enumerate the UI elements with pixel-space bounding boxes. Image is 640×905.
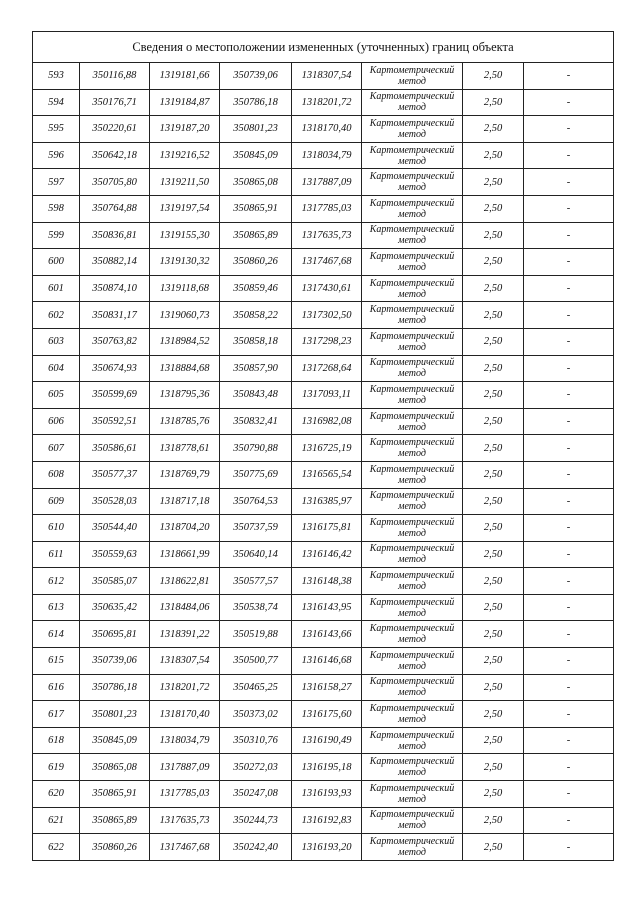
note-cell: - <box>524 568 614 595</box>
note-cell: - <box>524 701 614 728</box>
accuracy-cell: 2,50 <box>463 541 524 568</box>
accuracy-cell: 2,50 <box>463 488 524 515</box>
y-coordinate-new-cell: 1317302,50 <box>292 302 362 329</box>
method-cell: Картометрический метод <box>362 222 463 249</box>
point-number-cell: 607 <box>33 435 80 462</box>
x-coordinate-cell: 350739,06 <box>80 648 150 675</box>
accuracy-cell: 2,50 <box>463 674 524 701</box>
y-coordinate-cell: 1318785,76 <box>150 408 220 435</box>
accuracy-cell: 2,50 <box>463 63 524 90</box>
point-number-cell: 610 <box>33 515 80 542</box>
point-number-cell: 617 <box>33 701 80 728</box>
method-cell: Картометрический метод <box>362 116 463 143</box>
y-coordinate-new-cell: 1316193,20 <box>292 834 362 861</box>
x-coordinate-cell: 350577,37 <box>80 461 150 488</box>
x-coordinate-cell: 350764,88 <box>80 195 150 222</box>
y-coordinate-new-cell: 1316190,49 <box>292 727 362 754</box>
point-number-cell: 621 <box>33 807 80 834</box>
point-number-cell: 603 <box>33 328 80 355</box>
x-coordinate-new-cell: 350832,41 <box>220 408 292 435</box>
x-coordinate-new-cell: 350272,03 <box>220 754 292 781</box>
table-row <box>33 435 614 462</box>
accuracy-cell: 2,50 <box>463 781 524 808</box>
y-coordinate-new-cell: 1316143,66 <box>292 621 362 648</box>
y-coordinate-new-cell: 1316175,60 <box>292 701 362 728</box>
table-row <box>33 807 614 834</box>
note-cell: - <box>524 781 614 808</box>
y-coordinate-new-cell: 1317635,73 <box>292 222 362 249</box>
y-coordinate-cell: 1319216,52 <box>150 142 220 169</box>
y-coordinate-cell: 1318201,72 <box>150 674 220 701</box>
accuracy-cell: 2,50 <box>463 249 524 276</box>
note-cell: - <box>524 89 614 116</box>
x-coordinate-new-cell: 350859,46 <box>220 275 292 302</box>
y-coordinate-new-cell: 1316175,81 <box>292 515 362 542</box>
x-coordinate-new-cell: 350465,25 <box>220 674 292 701</box>
accuracy-cell: 2,50 <box>463 382 524 409</box>
note-cell: - <box>524 302 614 329</box>
y-coordinate-cell: 1318170,40 <box>150 701 220 728</box>
x-coordinate-cell: 350874,10 <box>80 275 150 302</box>
table-row <box>33 142 614 169</box>
y-coordinate-new-cell: 1316385,97 <box>292 488 362 515</box>
x-coordinate-cell: 350845,09 <box>80 727 150 754</box>
y-coordinate-cell: 1318795,36 <box>150 382 220 409</box>
x-coordinate-new-cell: 350242,40 <box>220 834 292 861</box>
y-coordinate-new-cell: 1317298,23 <box>292 328 362 355</box>
y-coordinate-cell: 1318884,68 <box>150 355 220 382</box>
point-number-cell: 618 <box>33 727 80 754</box>
note-cell: - <box>524 461 614 488</box>
table-row <box>33 834 614 861</box>
note-cell: - <box>524 754 614 781</box>
table-row <box>33 515 614 542</box>
point-number-cell: 594 <box>33 89 80 116</box>
y-coordinate-new-cell: 1316192,83 <box>292 807 362 834</box>
x-coordinate-cell: 350705,80 <box>80 169 150 196</box>
method-cell: Картометрический метод <box>362 275 463 302</box>
y-coordinate-cell: 1317785,03 <box>150 781 220 808</box>
x-coordinate-new-cell: 350865,89 <box>220 222 292 249</box>
method-cell: Картометрический метод <box>362 142 463 169</box>
note-cell: - <box>524 541 614 568</box>
x-coordinate-new-cell: 350244,73 <box>220 807 292 834</box>
y-coordinate-new-cell: 1318201,72 <box>292 89 362 116</box>
method-cell: Картометрический метод <box>362 408 463 435</box>
point-number-cell: 611 <box>33 541 80 568</box>
note-cell: - <box>524 328 614 355</box>
y-coordinate-new-cell: 1318307,54 <box>292 63 362 90</box>
method-cell: Картометрический метод <box>362 807 463 834</box>
note-cell: - <box>524 621 614 648</box>
point-number-cell: 597 <box>33 169 80 196</box>
y-coordinate-new-cell: 1316193,93 <box>292 781 362 808</box>
note-cell: - <box>524 408 614 435</box>
accuracy-cell: 2,50 <box>463 621 524 648</box>
point-number-cell: 614 <box>33 621 80 648</box>
y-coordinate-cell: 1318778,61 <box>150 435 220 462</box>
y-coordinate-new-cell: 1317467,68 <box>292 249 362 276</box>
x-coordinate-cell: 350220,61 <box>80 116 150 143</box>
table-row <box>33 674 614 701</box>
accuracy-cell: 2,50 <box>463 834 524 861</box>
accuracy-cell: 2,50 <box>463 807 524 834</box>
x-coordinate-cell: 350836,81 <box>80 222 150 249</box>
table-row <box>33 461 614 488</box>
note-cell: - <box>524 435 614 462</box>
note-cell: - <box>524 594 614 621</box>
x-coordinate-cell: 350786,18 <box>80 674 150 701</box>
x-coordinate-cell: 350695,81 <box>80 621 150 648</box>
y-coordinate-cell: 1319118,68 <box>150 275 220 302</box>
x-coordinate-cell: 350176,71 <box>80 89 150 116</box>
point-number-cell: 604 <box>33 355 80 382</box>
x-coordinate-cell: 350831,17 <box>80 302 150 329</box>
x-coordinate-cell: 350865,89 <box>80 807 150 834</box>
table-header-row <box>33 32 614 63</box>
y-coordinate-new-cell: 1316146,68 <box>292 648 362 675</box>
method-cell: Картометрический метод <box>362 328 463 355</box>
note-cell: - <box>524 169 614 196</box>
y-coordinate-new-cell: 1317093,11 <box>292 382 362 409</box>
method-cell: Картометрический метод <box>362 435 463 462</box>
table-row <box>33 169 614 196</box>
y-coordinate-new-cell: 1316565,54 <box>292 461 362 488</box>
x-coordinate-cell: 350635,42 <box>80 594 150 621</box>
method-cell: Картометрический метод <box>362 461 463 488</box>
method-cell: Картометрический метод <box>362 648 463 675</box>
point-number-cell: 608 <box>33 461 80 488</box>
x-coordinate-new-cell: 350577,57 <box>220 568 292 595</box>
point-number-cell: 593 <box>33 63 80 90</box>
accuracy-cell: 2,50 <box>463 142 524 169</box>
x-coordinate-new-cell: 350247,08 <box>220 781 292 808</box>
point-number-cell: 595 <box>33 116 80 143</box>
y-coordinate-cell: 1318391,22 <box>150 621 220 648</box>
method-cell: Картометрический метод <box>362 89 463 116</box>
accuracy-cell: 2,50 <box>463 515 524 542</box>
y-coordinate-new-cell: 1316143,95 <box>292 594 362 621</box>
note-cell: - <box>524 515 614 542</box>
x-coordinate-cell: 350865,08 <box>80 754 150 781</box>
y-coordinate-cell: 1318661,99 <box>150 541 220 568</box>
point-number-cell: 613 <box>33 594 80 621</box>
accuracy-cell: 2,50 <box>463 302 524 329</box>
point-number-cell: 616 <box>33 674 80 701</box>
point-number-cell: 605 <box>33 382 80 409</box>
point-number-cell: 602 <box>33 302 80 329</box>
table-row <box>33 355 614 382</box>
method-cell: Картометрический метод <box>362 249 463 276</box>
x-coordinate-new-cell: 350790,88 <box>220 435 292 462</box>
x-coordinate-new-cell: 350865,91 <box>220 195 292 222</box>
x-coordinate-new-cell: 350860,26 <box>220 249 292 276</box>
table-row <box>33 754 614 781</box>
point-number-cell: 598 <box>33 195 80 222</box>
table-row <box>33 541 614 568</box>
note-cell: - <box>524 674 614 701</box>
note-cell: - <box>524 727 614 754</box>
note-cell: - <box>524 648 614 675</box>
y-coordinate-new-cell: 1316195,18 <box>292 754 362 781</box>
accuracy-cell: 2,50 <box>463 195 524 222</box>
y-coordinate-new-cell: 1316725,19 <box>292 435 362 462</box>
x-coordinate-new-cell: 350640,14 <box>220 541 292 568</box>
accuracy-cell: 2,50 <box>463 461 524 488</box>
method-cell: Картометрический метод <box>362 541 463 568</box>
y-coordinate-new-cell: 1316148,38 <box>292 568 362 595</box>
table-title: Сведения о местоположении измененных (уточненных) границ объекта <box>33 32 614 63</box>
table-row <box>33 89 614 116</box>
x-coordinate-new-cell: 350737,59 <box>220 515 292 542</box>
table-row <box>33 116 614 143</box>
y-coordinate-cell: 1319130,32 <box>150 249 220 276</box>
method-cell: Картометрический метод <box>362 701 463 728</box>
boundary-coordinates-table <box>32 31 614 861</box>
x-coordinate-cell: 350801,23 <box>80 701 150 728</box>
method-cell: Картометрический метод <box>362 568 463 595</box>
table-row <box>33 195 614 222</box>
table-row <box>33 249 614 276</box>
accuracy-cell: 2,50 <box>463 355 524 382</box>
y-coordinate-cell: 1318307,54 <box>150 648 220 675</box>
table-row <box>33 488 614 515</box>
accuracy-cell: 2,50 <box>463 275 524 302</box>
method-cell: Картометрический метод <box>362 169 463 196</box>
y-coordinate-cell: 1318484,06 <box>150 594 220 621</box>
accuracy-cell: 2,50 <box>463 169 524 196</box>
table-row <box>33 408 614 435</box>
y-coordinate-cell: 1318984,52 <box>150 328 220 355</box>
point-number-cell: 600 <box>33 249 80 276</box>
note-cell: - <box>524 382 614 409</box>
x-coordinate-cell: 350585,07 <box>80 568 150 595</box>
x-coordinate-cell: 350642,18 <box>80 142 150 169</box>
method-cell: Картометрический метод <box>362 515 463 542</box>
note-cell: - <box>524 63 614 90</box>
table-row <box>33 701 614 728</box>
method-cell: Картометрический метод <box>362 674 463 701</box>
table-row <box>33 63 614 90</box>
y-coordinate-cell: 1317887,09 <box>150 754 220 781</box>
point-number-cell: 612 <box>33 568 80 595</box>
y-coordinate-cell: 1318717,18 <box>150 488 220 515</box>
y-coordinate-new-cell: 1316158,27 <box>292 674 362 701</box>
x-coordinate-new-cell: 350858,18 <box>220 328 292 355</box>
point-number-cell: 619 <box>33 754 80 781</box>
table-row <box>33 302 614 329</box>
x-coordinate-new-cell: 350786,18 <box>220 89 292 116</box>
method-cell: Картометрический метод <box>362 355 463 382</box>
x-coordinate-new-cell: 350865,08 <box>220 169 292 196</box>
x-coordinate-cell: 350544,40 <box>80 515 150 542</box>
accuracy-cell: 2,50 <box>463 568 524 595</box>
note-cell: - <box>524 195 614 222</box>
table-body <box>33 63 614 861</box>
point-number-cell: 596 <box>33 142 80 169</box>
table-row <box>33 594 614 621</box>
x-coordinate-new-cell: 350858,22 <box>220 302 292 329</box>
method-cell: Картометрический метод <box>362 834 463 861</box>
note-cell: - <box>524 488 614 515</box>
document-page <box>32 31 613 861</box>
method-cell: Картометрический метод <box>362 63 463 90</box>
x-coordinate-cell: 350882,14 <box>80 249 150 276</box>
accuracy-cell: 2,50 <box>463 222 524 249</box>
y-coordinate-cell: 1319155,30 <box>150 222 220 249</box>
y-coordinate-cell: 1319197,54 <box>150 195 220 222</box>
method-cell: Картометрический метод <box>362 781 463 808</box>
note-cell: - <box>524 807 614 834</box>
note-cell: - <box>524 355 614 382</box>
y-coordinate-new-cell: 1317268,64 <box>292 355 362 382</box>
point-number-cell: 609 <box>33 488 80 515</box>
y-coordinate-new-cell: 1317887,09 <box>292 169 362 196</box>
accuracy-cell: 2,50 <box>463 754 524 781</box>
table-row <box>33 727 614 754</box>
accuracy-cell: 2,50 <box>463 116 524 143</box>
x-coordinate-cell: 350586,61 <box>80 435 150 462</box>
table-row <box>33 382 614 409</box>
x-coordinate-new-cell: 350801,23 <box>220 116 292 143</box>
accuracy-cell: 2,50 <box>463 594 524 621</box>
note-cell: - <box>524 142 614 169</box>
note-cell: - <box>524 116 614 143</box>
y-coordinate-cell: 1319181,66 <box>150 63 220 90</box>
point-number-cell: 622 <box>33 834 80 861</box>
x-coordinate-new-cell: 350500,77 <box>220 648 292 675</box>
table-row <box>33 222 614 249</box>
table-row <box>33 648 614 675</box>
x-coordinate-new-cell: 350764,53 <box>220 488 292 515</box>
point-number-cell: 615 <box>33 648 80 675</box>
x-coordinate-cell: 350865,91 <box>80 781 150 808</box>
method-cell: Картометрический метод <box>362 488 463 515</box>
point-number-cell: 599 <box>33 222 80 249</box>
method-cell: Картометрический метод <box>362 727 463 754</box>
x-coordinate-cell: 350528,03 <box>80 488 150 515</box>
x-coordinate-cell: 350763,82 <box>80 328 150 355</box>
accuracy-cell: 2,50 <box>463 435 524 462</box>
method-cell: Картометрический метод <box>362 594 463 621</box>
y-coordinate-cell: 1318769,79 <box>150 461 220 488</box>
y-coordinate-new-cell: 1317785,03 <box>292 195 362 222</box>
y-coordinate-cell: 1319060,73 <box>150 302 220 329</box>
accuracy-cell: 2,50 <box>463 89 524 116</box>
y-coordinate-new-cell: 1316146,42 <box>292 541 362 568</box>
x-coordinate-new-cell: 350845,09 <box>220 142 292 169</box>
table-row <box>33 568 614 595</box>
y-coordinate-cell: 1319184,87 <box>150 89 220 116</box>
table-row <box>33 275 614 302</box>
method-cell: Картометрический метод <box>362 621 463 648</box>
note-cell: - <box>524 834 614 861</box>
x-coordinate-new-cell: 350843,48 <box>220 382 292 409</box>
accuracy-cell: 2,50 <box>463 648 524 675</box>
y-coordinate-new-cell: 1318034,79 <box>292 142 362 169</box>
point-number-cell: 620 <box>33 781 80 808</box>
note-cell: - <box>524 222 614 249</box>
x-coordinate-new-cell: 350857,90 <box>220 355 292 382</box>
x-coordinate-cell: 350674,93 <box>80 355 150 382</box>
y-coordinate-cell: 1319187,20 <box>150 116 220 143</box>
point-number-cell: 601 <box>33 275 80 302</box>
point-number-cell: 606 <box>33 408 80 435</box>
method-cell: Картометрический метод <box>362 754 463 781</box>
table-row <box>33 781 614 808</box>
note-cell: - <box>524 275 614 302</box>
x-coordinate-new-cell: 350739,06 <box>220 63 292 90</box>
y-coordinate-cell: 1317635,73 <box>150 807 220 834</box>
y-coordinate-new-cell: 1316982,08 <box>292 408 362 435</box>
method-cell: Картометрический метод <box>362 302 463 329</box>
method-cell: Картометрический метод <box>362 195 463 222</box>
y-coordinate-cell: 1318704,20 <box>150 515 220 542</box>
note-cell: - <box>524 249 614 276</box>
x-coordinate-cell: 350860,26 <box>80 834 150 861</box>
y-coordinate-cell: 1319211,50 <box>150 169 220 196</box>
method-cell: Картометрический метод <box>362 382 463 409</box>
accuracy-cell: 2,50 <box>463 701 524 728</box>
y-coordinate-new-cell: 1317430,61 <box>292 275 362 302</box>
table-row <box>33 621 614 648</box>
x-coordinate-new-cell: 350775,69 <box>220 461 292 488</box>
table-row <box>33 328 614 355</box>
x-coordinate-new-cell: 350310,76 <box>220 727 292 754</box>
x-coordinate-cell: 350592,51 <box>80 408 150 435</box>
accuracy-cell: 2,50 <box>463 328 524 355</box>
y-coordinate-cell: 1318034,79 <box>150 727 220 754</box>
x-coordinate-new-cell: 350373,02 <box>220 701 292 728</box>
x-coordinate-new-cell: 350519,88 <box>220 621 292 648</box>
x-coordinate-cell: 350599,69 <box>80 382 150 409</box>
x-coordinate-new-cell: 350538,74 <box>220 594 292 621</box>
x-coordinate-cell: 350116,88 <box>80 63 150 90</box>
y-coordinate-cell: 1318622,81 <box>150 568 220 595</box>
y-coordinate-new-cell: 1318170,40 <box>292 116 362 143</box>
x-coordinate-cell: 350559,63 <box>80 541 150 568</box>
accuracy-cell: 2,50 <box>463 727 524 754</box>
accuracy-cell: 2,50 <box>463 408 524 435</box>
y-coordinate-cell: 1317467,68 <box>150 834 220 861</box>
